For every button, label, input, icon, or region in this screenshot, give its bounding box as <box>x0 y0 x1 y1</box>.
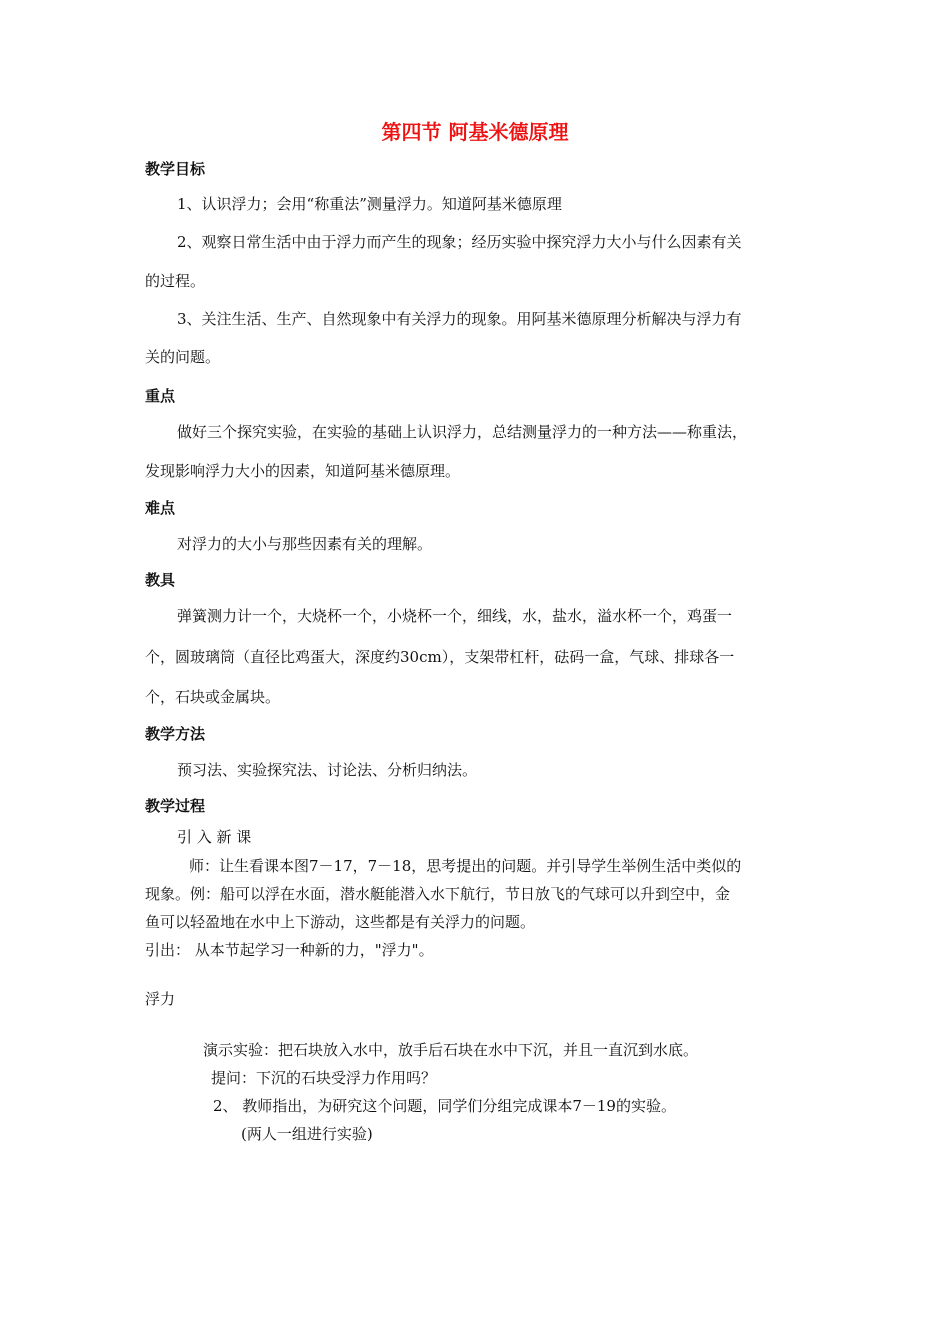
section-heading-tools: 教具 <box>145 571 176 589</box>
tools-line-3: 个，石块或金属块。 <box>145 688 281 706</box>
page-title: 第四节 阿基米德原理 <box>381 120 569 144</box>
goal-item-2-line-1: 2、观察日常生活中由于浮力而产生的现象；经历实验中探究浮力大小与什么因素有关 <box>177 233 742 251</box>
section-heading-process: 教学过程 <box>145 797 206 815</box>
process-intro-label: 引 入 新 课 <box>177 828 252 846</box>
section-heading-methods: 教学方法 <box>145 725 206 743</box>
tools-line-2: 个，圆玻璃筒（直径比鸡蛋大，深度约30cm），支架带杠杆，砝码一盒，气球、排球各一 <box>145 648 735 666</box>
process-teacher-line-1: 师：让生看课本图7－17，7－18，思考提出的问题。并引导学生举例生活中类似的 <box>189 857 742 875</box>
buoyancy-label: 浮力 <box>145 990 176 1008</box>
process-lead-out: 引出： 从本节起学习一种新的力，"浮力"。 <box>145 941 434 959</box>
goal-item-3-line-2: 关的问题。 <box>145 348 221 366</box>
key-points-line-2: 发现影响浮力大小的因素，知道阿基米德原理。 <box>145 462 461 480</box>
demo-experiment: 演示实验：把石块放入水中，放手后石块在水中下沉，并且一直沉到水底。 <box>203 1041 699 1059</box>
section-heading-goals: 教学目标 <box>145 160 206 178</box>
difficulties-line-1: 对浮力的大小与那些因素有关的理解。 <box>177 535 433 553</box>
tools-line-1: 弹簧测力计一个，大烧杯一个，小烧杯一个，细线，水，盐水，溢水杯一个，鸡蛋一 <box>177 607 733 625</box>
methods-line-1: 预习法、实验探究法、讨论法、分析归纳法。 <box>177 761 478 779</box>
section-heading-difficulties: 难点 <box>145 499 176 517</box>
question-line: 提问：下沉的石块受浮力作用吗？ <box>211 1069 437 1087</box>
goal-item-3-line-1: 3、关注生活、生产、自然现象中有关浮力的现象。用阿基米德原理分析解决与浮力有 <box>177 310 742 328</box>
goal-item-2-line-2: 的过程。 <box>145 272 206 290</box>
process-item-2: 2、 教师指出，为研究这个问题，同学们分组完成课本7－19的实验。 <box>213 1097 676 1115</box>
pair-note: (两人一组进行实验) <box>241 1125 373 1143</box>
goal-item-1: 1、认识浮力；会用“称重法”测量浮力。知道阿基米德原理 <box>177 195 562 213</box>
section-heading-key-points: 重点 <box>145 387 176 405</box>
key-points-line-1: 做好三个探究实验，在实验的基础上认识浮力，总结测量浮力的一种方法——称重法， <box>177 423 748 441</box>
process-teacher-line-3: 鱼可以轻盈地在水中上下游动，这些都是有关浮力的问题。 <box>145 913 536 931</box>
process-teacher-line-2: 现象。例：船可以浮在水面，潜水艇能潜入水下航行，节日放飞的气球可以升到空中，金 <box>145 885 731 903</box>
